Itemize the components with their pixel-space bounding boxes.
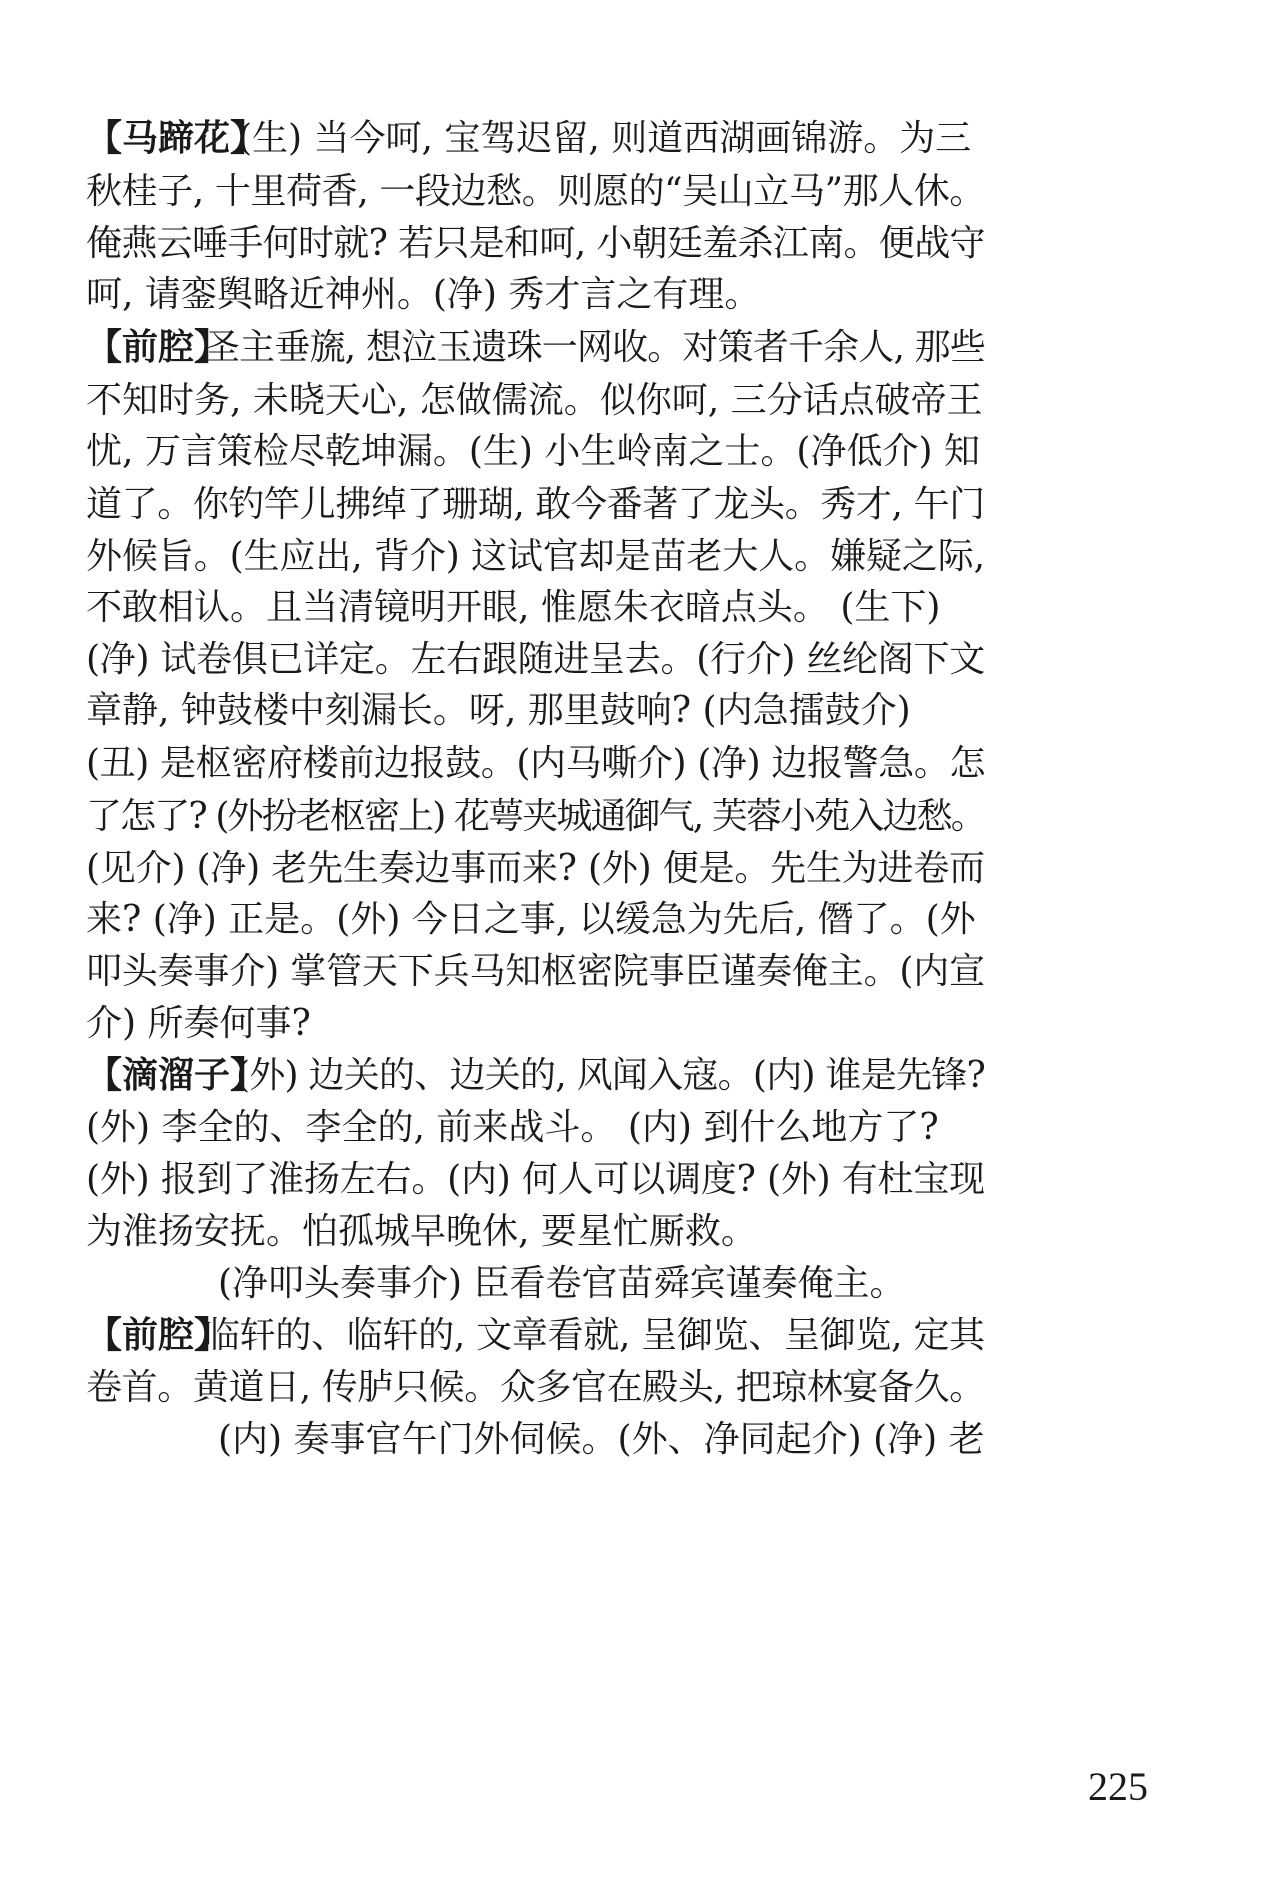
line-text: (外) 李全的、李全的, 前来战斗。 (内) 到什么地方了? [86, 1107, 939, 1148]
aria-title: 【滴溜子】 [86, 1055, 267, 1096]
line-text: 叩头奏事介) 掌管天下兵马知枢密院事臣谨奏俺主。(内宣 [86, 951, 985, 992]
aria-title: 【前腔】 [86, 1315, 231, 1356]
line-text: 临轩的、临轩的, 文章看就, 呈御览、呈御览, 定其 [204, 1315, 985, 1356]
line-text: (外) 边关的、边关的, 风闻入寇。(内) 谁是先锋? [236, 1055, 986, 1096]
line-text: 卷首。黄道日, 传胪只候。众多官在殿头, 把琼林宴备久。 [86, 1367, 985, 1408]
line-text: (生) 当今呵, 宝驾迟留, 则道西湖画锦游。为三 [238, 118, 972, 159]
line-text: 道了。你钓竿儿拂绰了珊瑚, 敢今番著了龙头。秀才, 午门 [86, 484, 985, 525]
page-number: 225 [1088, 1764, 1148, 1809]
line-text: 章静, 钟鼓楼中刻漏长。呀, 那里鼓响? (内急擂鼓介) [86, 690, 911, 731]
line-text: 不知时务, 未晓天心, 怎做儒流。似你呵, 三分话点破帝王 [86, 380, 983, 421]
line-text: 为淮扬安抚。怕孤城早晚休, 要星忙厮救。 [86, 1211, 757, 1252]
line-text: (净) 试卷俱已详定。左右跟随进呈去。(行介) 丝纶阁下文 [86, 639, 985, 680]
aria-title: 【马蹄花】 [86, 118, 267, 159]
line-text: 俺燕云唾手何时就? 若只是和呵, 小朝廷羞杀江南。便战守 [86, 223, 985, 264]
line-text: 来? (净) 正是。(外) 今日之事, 以缓急为先后, 僭了。(外 [86, 899, 976, 940]
line-text: 圣主垂旒, 想泣玉遗珠一网收。对策者千余人, 那些 [204, 327, 986, 368]
aria-title: 【前腔】 [86, 327, 231, 368]
text-line [0, 1409, 1261, 1471]
line-text: (丑) 是枢密府楼前边报鼓。(内马嘶介) (净) 边报警急。怎 [86, 743, 986, 784]
line-text: (见介) (净) 老先生奏边事而来? (外) 便是。先生为进卷而 [86, 848, 985, 889]
line-text: 秋桂子, 十里荷香, 一段边愁。则愿的“吴山立马”那人休。 [86, 171, 985, 212]
line-text: 介) 所奏何事? [86, 1003, 311, 1044]
line-text: (内) 奏事官午门外伺候。(外、净同起介) (净) 老 [218, 1419, 985, 1460]
line-text: (净叩头奏事介) 臣看卷官苗舜宾谨奏俺主。 [218, 1263, 906, 1304]
line-text: 外候旨。(生应出, 背介) 这试官却是苗老大人。嫌疑之际, [86, 536, 985, 577]
line-text: (外) 报到了淮扬左右。(内) 何人可以调度? (外) 有杜宝现 [86, 1159, 985, 1200]
line-text: 不敢相认。且当清镜明开眼, 惟愿朱衣暗点头。 (生下) [86, 587, 941, 628]
line-text: 忧, 万言策检尽乾坤漏。(生) 小生岭南之士。(净低介) 知 [86, 431, 980, 472]
line-text: 了怎了? (外扮老枢密上) 花萼夹城通御气, 芙蓉小苑入边愁。 [86, 796, 985, 837]
line-text: 呵, 请銮舆略近神州。(净) 秀才言之有理。 [86, 274, 761, 315]
